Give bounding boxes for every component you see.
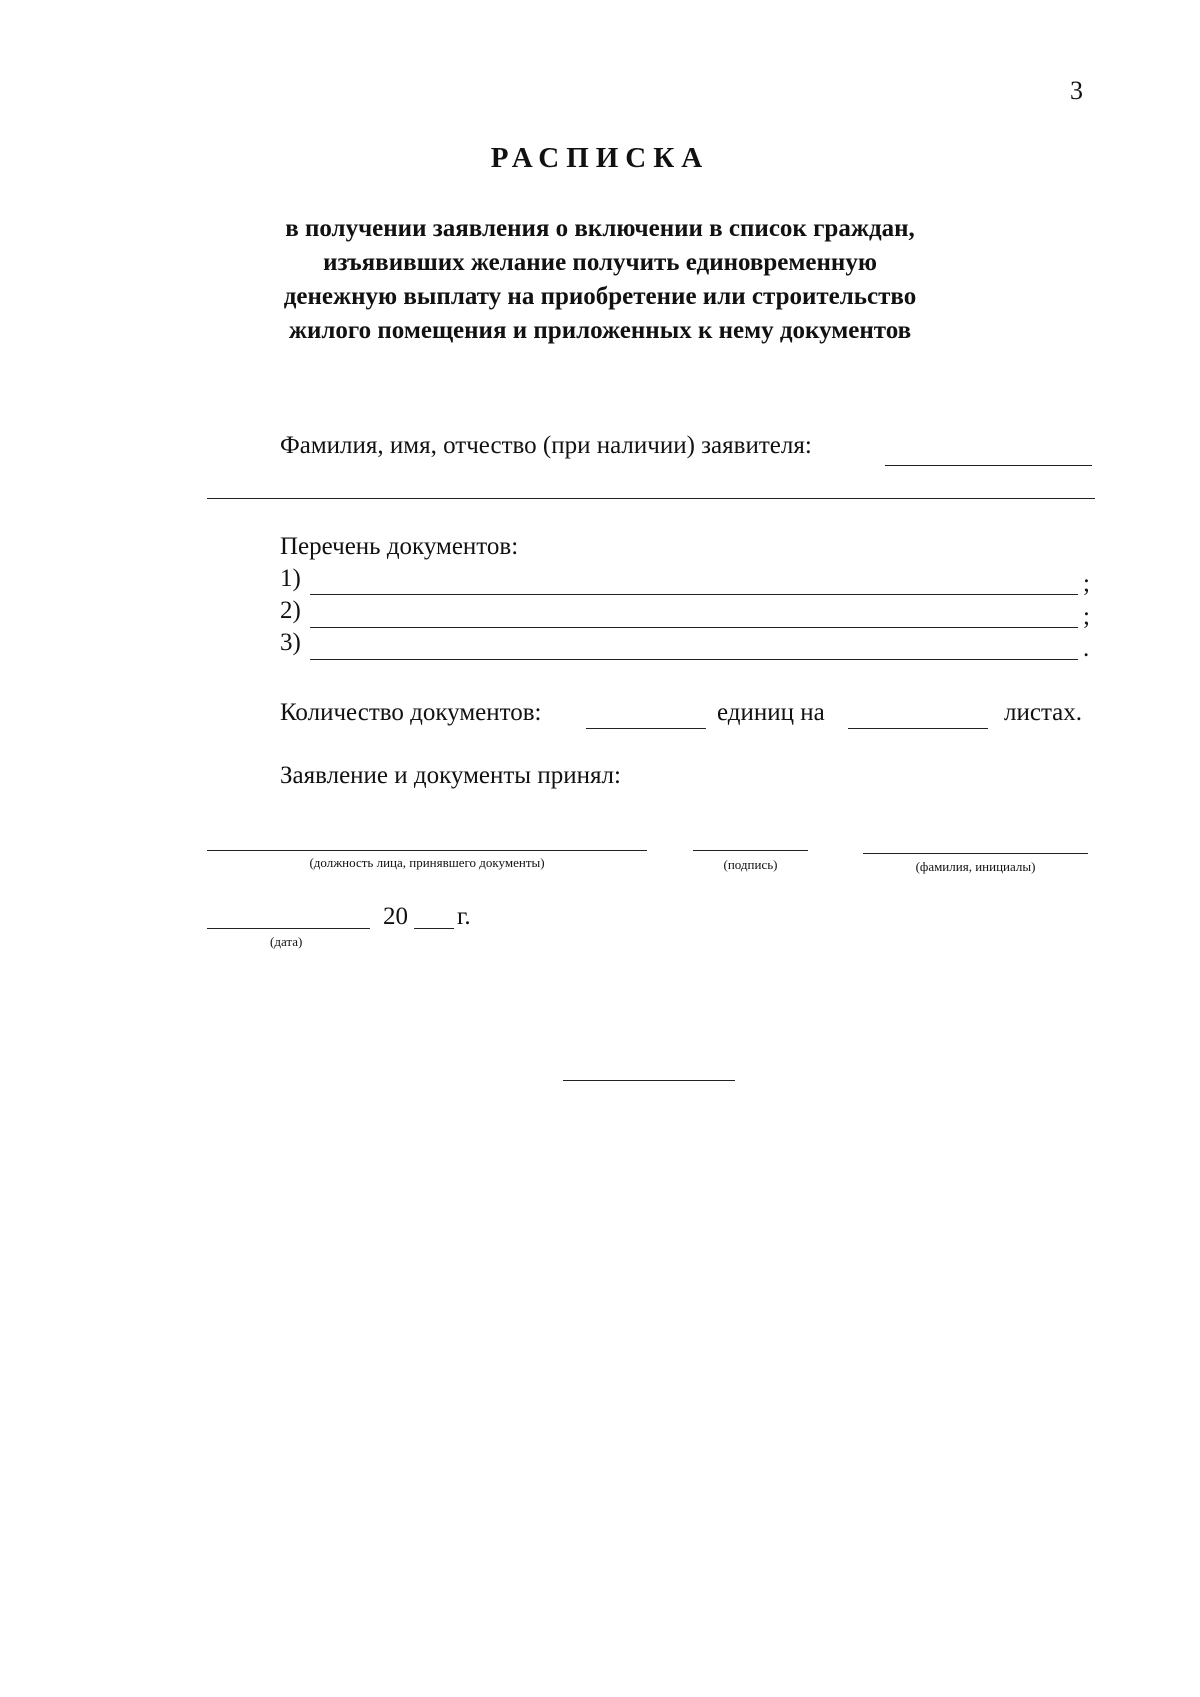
quantity-label: Количество документов: — [280, 699, 542, 726]
subtitle-line: изъявивших желание получить единовременную — [323, 249, 877, 276]
accepted-label: Заявление и документы принял: — [280, 762, 621, 789]
quantity-units-field[interactable] — [586, 728, 706, 729]
date-year-field[interactable] — [414, 928, 454, 929]
applicant-name-field[interactable] — [885, 465, 1092, 466]
date-field[interactable] — [207, 928, 370, 929]
document-item-number: 1) — [280, 565, 301, 592]
subtitle-line: денежную выплату на приобретение или строительство — [283, 283, 917, 310]
document-item-end: ; — [1083, 570, 1090, 597]
document-item-end: . — [1083, 635, 1090, 662]
position-field[interactable] — [207, 850, 647, 851]
document-item-number: 3) — [280, 629, 301, 656]
quantity-sheets-label: листах. — [1004, 699, 1083, 726]
quantity-sheets-field[interactable] — [848, 728, 988, 729]
position-caption: (должность лица, принявшего документы) — [309, 855, 545, 870]
page-number: 3 — [1070, 76, 1083, 105]
date-year-prefix: 20 — [383, 903, 408, 930]
documents-list-label: Перечень документов: — [280, 533, 519, 560]
signature-field[interactable] — [693, 850, 808, 851]
closing-separator — [563, 1080, 735, 1081]
document-subtitle — [0, 212, 1200, 348]
document-item-number: 2) — [280, 597, 301, 624]
applicant-name-field-continuation[interactable] — [207, 498, 1095, 499]
document-item-end: ; — [1083, 603, 1090, 630]
name-initials-field[interactable] — [863, 853, 1088, 854]
applicant-label: Фамилия, имя, отчество (при наличии) заявителя: — [280, 432, 812, 459]
signature-caption: (подпись) — [723, 857, 778, 872]
subtitle-line: жилого помещения и приложенных к нему документов — [288, 317, 912, 344]
date-caption: (дата) — [270, 934, 303, 949]
name-initials-caption: (фамилия, инициалы) — [915, 859, 1036, 874]
date-year-suffix: г. — [457, 903, 471, 930]
document-item-field[interactable] — [310, 627, 1078, 628]
quantity-units-label: единиц на — [717, 699, 825, 726]
document-item-field[interactable] — [310, 659, 1078, 660]
document-item-field[interactable] — [310, 594, 1078, 595]
document-title: РАСПИСКА — [490, 142, 710, 174]
subtitle-line: в получении заявления о включении в список граждан, — [285, 215, 915, 242]
